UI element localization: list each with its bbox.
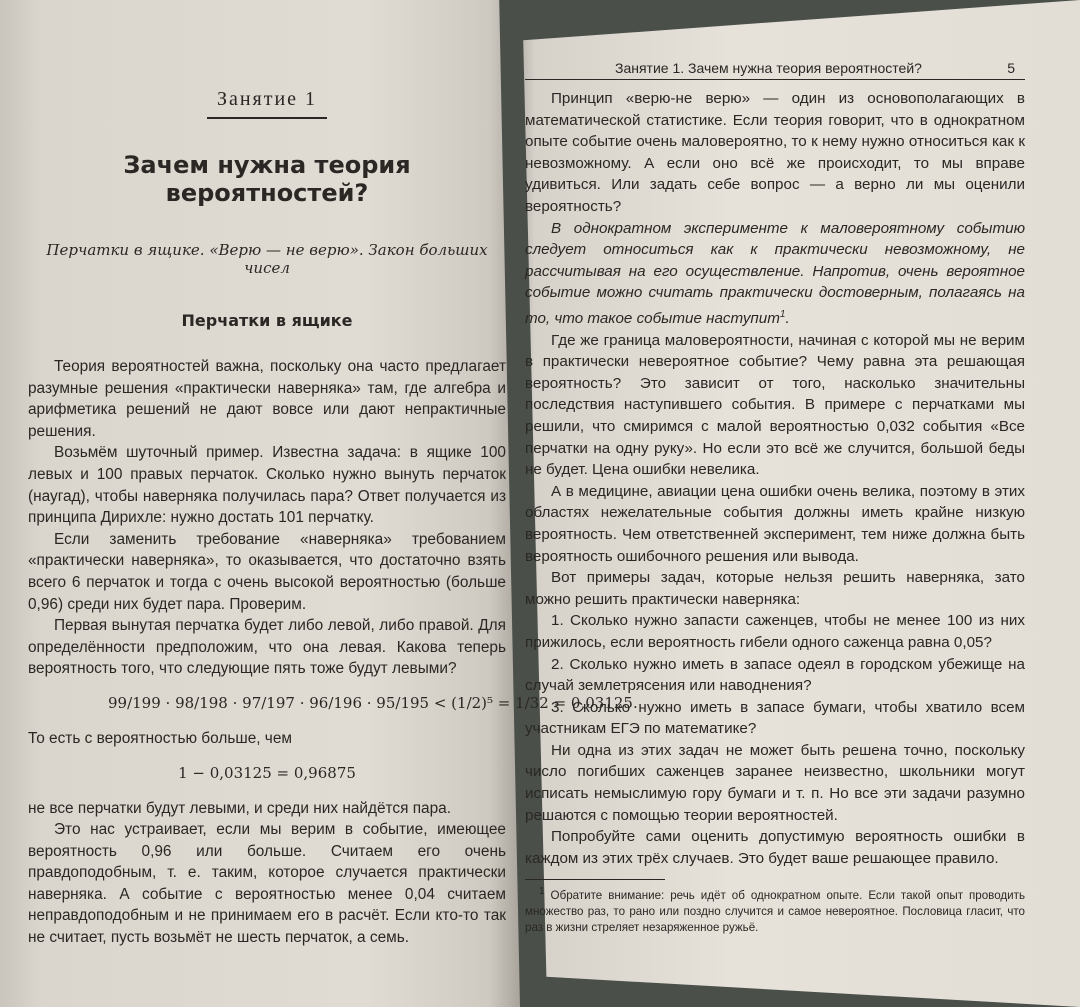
section-title: Перчатки в ящике bbox=[181, 311, 353, 330]
paragraph: Это нас устраивает, если мы верим в событие, имеющее вероятность 0,96 или больше. Считаем его очень правдоподобным, т. е. таким, которое случается практически наверняка. А событие с вероятностью менее 0,04 считаем неправдоподобным и не принимаем его в расчёт. Если кто-то так не считает, пусть возьмёт не шесть перчаток, а семь. bbox=[28, 821, 506, 947]
right-page-content bbox=[525, 60, 1025, 936]
paragraph: Принцип «верю-не верю» — один из основополагающих в математической статистике. Если теория говорит, что в однократном опыте событие очень маловероятно, то к нему нужно относиться как к невозможному. А если оно всё же происходит, то мы вправе удивиться. Или задать себе вопрос — а верно ли мы оценили вероятность? bbox=[525, 90, 1025, 215]
paragraph: Где же граница маловероятности, начиная с которой мы не верим в практически невероятное событие? Чему равна эта решающая вероятность? Это зависит от того, насколько значительны последствия наступившего события. В примере с перчатками мы решили, что смиримся с малой вероятностью 0,032 события «Все перчатки на одну руку». Но если это всё же случится, большой беды не будет. Цена ошибки невелика. bbox=[525, 331, 1025, 479]
list-item: 3. Сколько нужно иметь в запасе бумаги, чтобы хватило всем участникам ЕГЭ по математике? bbox=[525, 698, 1025, 738]
left-page-content bbox=[28, 88, 638, 949]
formula-complement: 1 − 0,03125 = 0,96875 bbox=[178, 763, 356, 782]
paragraph: Ни одна из этих задач не может быть решена точно, поскольку число погибших саженцев заранее неизвестно, школьники могут исписать немыслимую гору бумаги и т. п. Но все эти задачи разумно решаются с помощью теории вероятностей. bbox=[525, 741, 1025, 824]
list-item: 2. Сколько нужно иметь в запасе одеял в городском убежище на случай землетрясения или наводнения? bbox=[525, 655, 1025, 695]
chapter-subtitle: Перчатки в ящике. «Верю — не верю». Закон больших чисел bbox=[46, 241, 488, 277]
formula-product: 99/199 · 98/198 · 97/197 · 96/196 · 95/195 < (1/2)⁵ = 1/32 = 0,03125. bbox=[108, 693, 638, 712]
paragraph: Теория вероятностей важна, поскольку она часто предлагает разумные решения «практически наверняка» там, где алгебра и арифметика решений не дают вовсе или дают непрактичные решения. bbox=[28, 358, 506, 440]
paragraph: Первая вынутая перчатка будет либо левой, либо правой. Для определённости предположим, что она левая. Какова теперь вероятность того, что следующие пять тоже будут левыми? bbox=[28, 617, 506, 678]
paragraph-italic: В однократном эксперименте к маловероятному событию следует относиться как к практически невозможному, не рассчитывая на его осуществление. Напротив, очень вероятное событие можно считать практически достоверным, полагаясь на то, что такое событие наступит$^1$. bbox=[525, 219, 1025, 327]
paragraph: Попробуйте сами оценить допустимую вероятность ошибки в каждом из этих трёх случаев. Это будет ваше решающее правило. bbox=[525, 828, 1025, 867]
running-header bbox=[525, 60, 1025, 80]
running-header-title: Занятие 1. Зачем нужна теория вероятностей? bbox=[615, 60, 922, 76]
footnote-marker: 1 bbox=[539, 886, 545, 898]
paragraph: То есть с вероятностью больше, чем bbox=[28, 729, 292, 747]
chapter-title: Зачем нужна теория вероятностей? bbox=[123, 151, 411, 207]
lesson-label: Занятие 1 bbox=[216, 88, 318, 110]
lesson-rule bbox=[207, 117, 327, 119]
page-number: 5 bbox=[1007, 60, 1015, 76]
paragraph: А в медицине, авиации цена ошибки очень велика, поэтому в этих областях нежелательные события должны иметь крайне низкую вероятность. Чем ответственней эксперимент, тем ниже должна быть вероятность ошибочного решения или вывода. bbox=[525, 482, 1025, 565]
footnote-rule bbox=[525, 879, 665, 880]
footnote-reference: 1 bbox=[779, 308, 786, 320]
footnote-text: Обратите внимание: речь идёт об однократном опыте. Если такой опыт проводить множество раз, то рано или поздно случится и самое невероятное. Пословица гласит, что раз в жизни стреляет незаряженное ружьё. bbox=[525, 889, 1025, 935]
paragraph: Если заменить требование «наверняка» требованием «практически наверняка», то оказывается, что достаточно взять всего 6 перчаток и тогда с очень высокой вероятностью (больше 0,96) среди них будет пара. Проверим. bbox=[28, 530, 506, 613]
list-item: 1. Сколько нужно запасти саженцев, чтобы не менее 100 из них прижилось, если вероятность гибели одного саженца равна 0,05? bbox=[525, 612, 1025, 651]
paragraph: Возьмём шуточный пример. Известна задача: в ящике 100 левых и 100 правых перчаток. Сколько нужно вынуть перчаток (наугад), чтобы наверняка получилась пара? Ответ получается из принципа Дирихле: нужно достать 101 перчатку. bbox=[28, 444, 506, 527]
footnote bbox=[525, 884, 1025, 936]
paragraph: Вот примеры задач, которые нельзя решить наверняка, зато можно решить практически наверняка: bbox=[525, 569, 1025, 608]
paragraph: не все перчатки будут левыми, и среди них найдётся пара. bbox=[28, 799, 451, 817]
paragraph-italic-text: В однократном эксперименте к маловероятному событию следует относиться как к практически невозможному, не рассчитывая на его осуществление. Напротив, очень вероятное событие можно считать практически достоверным, полагаясь на то, что такое событие наступит bbox=[525, 219, 1025, 327]
